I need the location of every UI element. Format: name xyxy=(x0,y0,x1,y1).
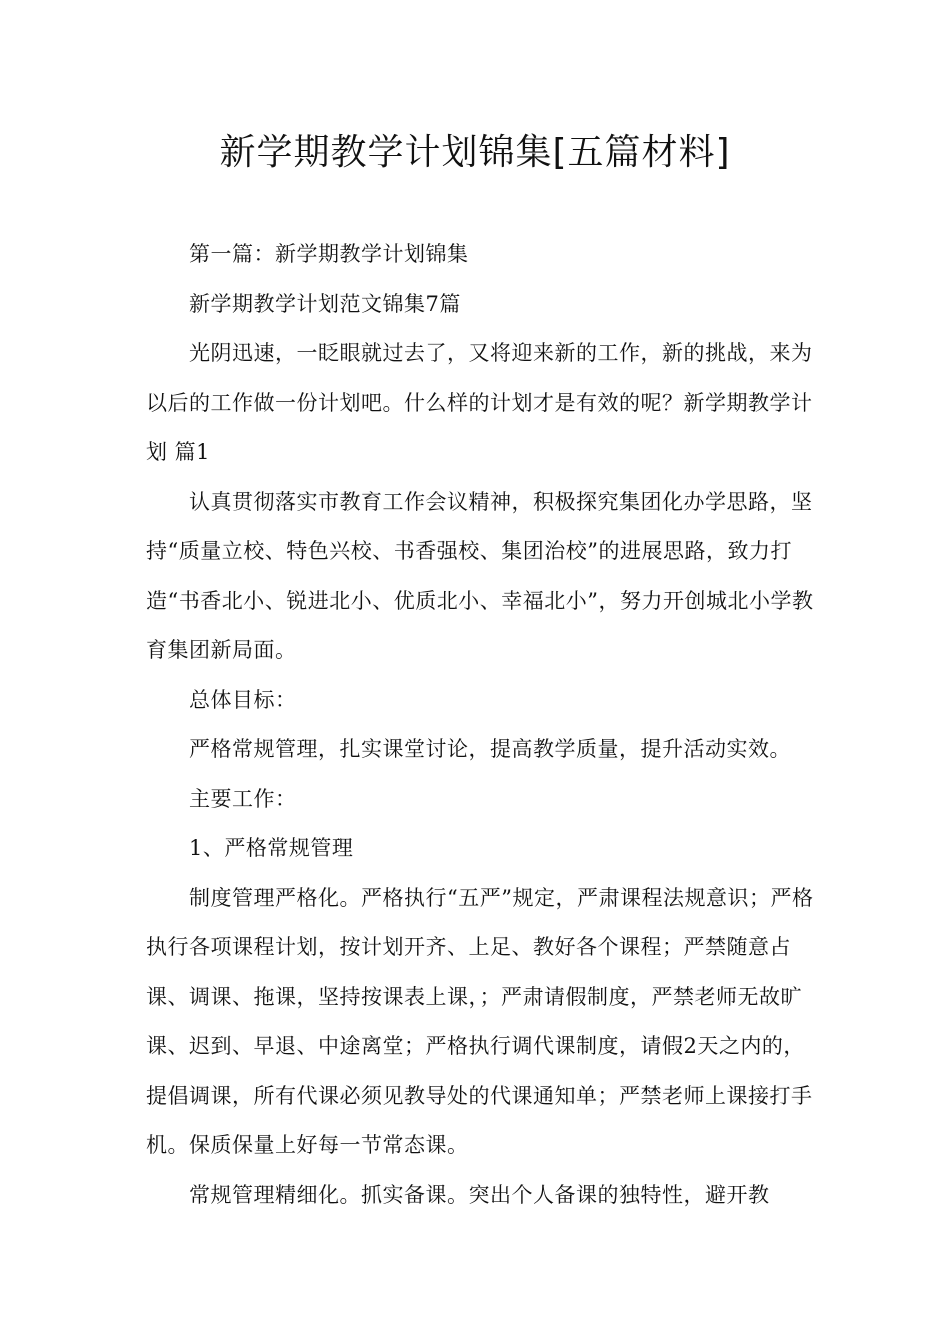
paragraph-section-1-heading: 1、严格常规管理 xyxy=(189,836,354,860)
paragraph-subtitle: 新学期教学计划范文锦集7篇 xyxy=(189,291,461,316)
paragraph-intro: 光阴迅速，一眨眼就过去了，又将迎来新的工作，新的挑战，来为以后的工作做一份计划吧。什么样的计划才是有效的呢？新学期教学计划 篇1 xyxy=(146,341,813,464)
paragraph-goal: 严格常规管理，扎实课堂讨论，提高教学质量，提升活动实效。 xyxy=(189,737,791,761)
paragraph-part-heading: 第一篇：新学期教学计划锦集 xyxy=(189,242,469,266)
paragraph-routine-management: 常规管理精细化。抓实备课。突出个人备课的独特性，避开教 xyxy=(189,1182,770,1207)
document-title: 新学期教学计划锦集[五篇材料] xyxy=(219,132,731,173)
paragraph-work-heading: 主要工作： xyxy=(189,786,297,811)
paragraph-institution-management: 制度管理严格化。严格执行“五严”规定，严肃课程法规意识；严格执行各项课程计划，按计划开齐、上足、教好各个课程；严禁随意占课、调课、拖课，坚持按课表上课，；严肃请假制度，严禁老师无故旷课、迟到、早退、中途离堂；严格执行调代课制度，请假2天之内的，提倡调课，所有代课必须见教导处的代课通知单；严禁老师上课接打手机。保质保量上好每一节常态课。 xyxy=(146,885,814,1157)
paragraph-guiding-idea: 认真贯彻落实市教育工作会议精神，积极探究集团化办学思路，坚持“质量立校、特色兴校、书香强校、集团治校”的进展思路，致力打造“书香北小、锐进北小、优质北小、幸福北小”，努力开创城北小学教育集团新局面。 xyxy=(146,489,814,662)
paragraph-goal-heading: 总体目标： xyxy=(189,687,297,712)
document-body xyxy=(146,230,826,1220)
